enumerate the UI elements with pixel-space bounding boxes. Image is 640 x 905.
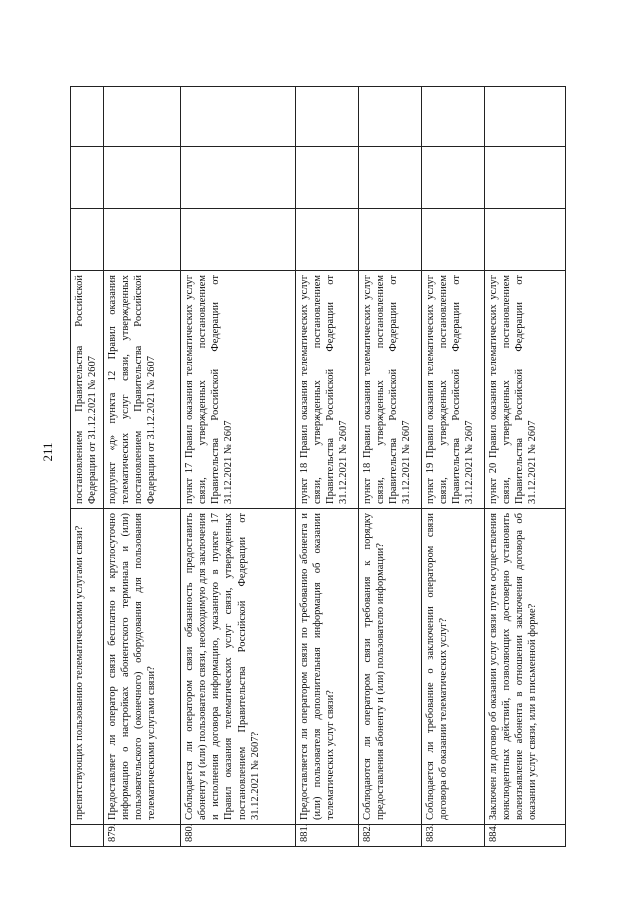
page-number: 211 [40, 442, 55, 462]
row-question: Соблюдаются ли оператором связи требования к порядку предоставления абоненту и (или) пользователю информации? [359, 509, 422, 825]
row-number [71, 825, 104, 847]
row-number: 880. [181, 825, 296, 847]
rotated-page-content [70, 87, 572, 847]
table-row [104, 87, 181, 847]
table-row [422, 87, 485, 847]
row-reference: пункт 18 Правил оказания телематических услуг связи, утвержденных постановлением Правительства Российской Федерации от 31.12.2021 № 2607 [359, 271, 422, 509]
row-number: 881. [296, 825, 359, 847]
row-number: 879. [104, 825, 181, 847]
row-reference: пункт 17 Правил оказания телематических услуг связи, утвержденных постановлением Правительства Российской Федерации от 31.12.2021 № 2607 [181, 271, 296, 509]
row-reference: пункт 20 Правил оказания телематических услуг связи, утвержденных постановлением Правительства Российской Федерации от 31.12.2021 № 2607 [485, 271, 566, 509]
row-number: 883. [422, 825, 485, 847]
answer-cell [71, 209, 104, 271]
answer-cell [296, 147, 359, 209]
row-reference: пункт 19 Правил оказания телематических услуг связи, утвержденных постановлением Правительства Российской Федерации от 31.12.2021 № 2607 [422, 271, 485, 509]
row-question: Соблюдается ли требование о заключении оператором связи договора об оказании телематических услуг? [422, 509, 485, 825]
row-question: Предоставляет ли оператор связи бесплатно и круглосуточно информацию о настройках абонентского терминала и (или) пользовательского (оконечного) оборудования для пользования телематическими услугами связи? [104, 509, 181, 825]
row-question: препятствующих пользованию телематическими услугами связи? [71, 509, 104, 825]
table-row [485, 87, 566, 847]
answer-cell [104, 87, 181, 147]
row-reference: пункт 18 Правил оказания телематических услуг связи, утвержденных постановлением Правительства Российской Федерации от 31.12.2021 № 2607 [296, 271, 359, 509]
answer-cell [296, 87, 359, 147]
row-number: 882. [359, 825, 422, 847]
answer-cell [485, 87, 566, 147]
answer-cell [422, 147, 485, 209]
answer-cell [422, 209, 485, 271]
table-row [181, 87, 296, 847]
table-row [71, 87, 104, 847]
table-row [359, 87, 422, 847]
answer-cell [71, 147, 104, 209]
answer-cell [181, 87, 296, 147]
answer-cell [104, 147, 181, 209]
answer-cell [181, 147, 296, 209]
answer-cell [359, 87, 422, 147]
answer-cell [181, 209, 296, 271]
row-question: Предоставляется ли оператором связи по требованию абонента и (или) пользователя дополнительная информация об оказании телематических услуг связи? [296, 509, 359, 825]
table-row [296, 87, 359, 847]
answer-cell [422, 87, 485, 147]
row-question: Соблюдается ли оператором связи обязанность предоставить абоненту и (или) пользователю связи, необходимую для заключения и исполнения договора информацию, указанную в пункте 17 Правил оказания телематических услуг связи, утвержденных постановлением Правительства Российской Федерации от 31.12.2021 № 2607? [181, 509, 296, 825]
answer-cell [485, 147, 566, 209]
row-reference: подпункт «д» пункта 12 Правил оказания телематических услуг связи, утвержденных постановлением Правительства Российской Федерации от 31.12.2021 № 2607 [104, 271, 181, 509]
answer-cell [485, 209, 566, 271]
answer-cell [359, 209, 422, 271]
answer-cell [104, 209, 181, 271]
row-question: Заключен ли договор об оказании услуг связи путем осуществления конклюдентных действий, позволяющих достоверно установить волеизъявление абонента в отношении заключения договора об оказании услуг связи, или в письменной форме? [485, 509, 566, 825]
answer-cell [359, 147, 422, 209]
row-number: 884. [485, 825, 566, 847]
answer-cell [296, 209, 359, 271]
answer-cell [71, 87, 104, 147]
row-reference: постановлением Правительства Российской Федерации от 31.12.2021 № 2607 [71, 271, 104, 509]
checklist-table [70, 86, 566, 847]
